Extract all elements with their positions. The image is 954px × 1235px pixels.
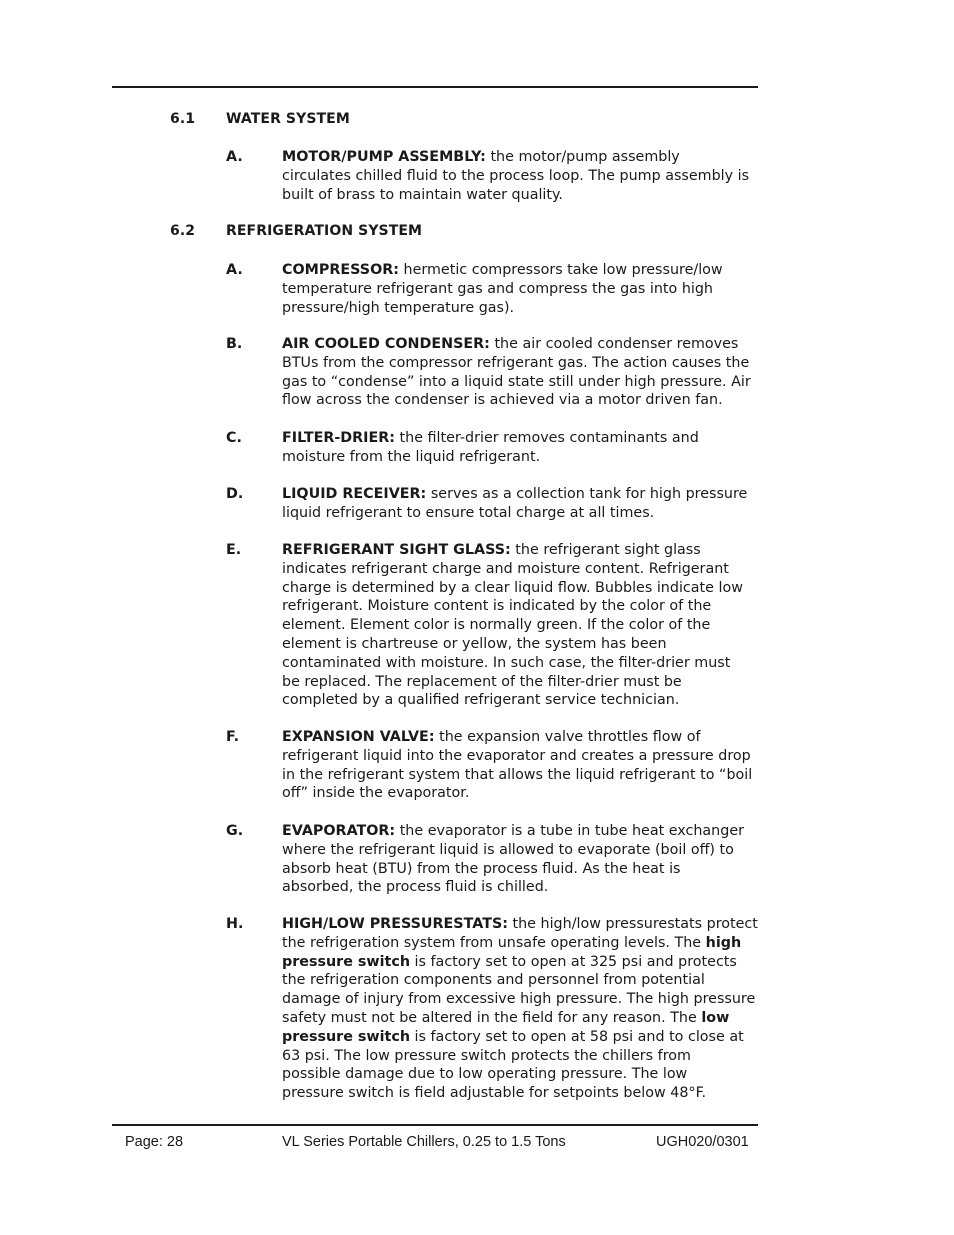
item-line [282, 148, 742, 167]
item-line [282, 971, 742, 990]
header-rule [112, 86, 758, 88]
item-line [282, 728, 742, 747]
item-line [282, 822, 742, 841]
item-body [282, 728, 753, 803]
item-text: off” inside the evaporator. [282, 785, 470, 802]
item-line [282, 280, 742, 299]
item-text: the expansion valve throttles flow of [434, 729, 701, 745]
item-body [282, 822, 742, 897]
item-text: built of brass to maintain water quality. [282, 186, 563, 203]
item-line [282, 635, 742, 654]
item-term: pressure switch [282, 953, 411, 970]
item-text: serves as a collection tank for high pressure [426, 486, 748, 502]
item-text: be replaced. The replacement of the filter-drier must be [282, 673, 682, 690]
item-text: element is chartreuse or yellow, the system has been [282, 635, 667, 652]
item-line [282, 1065, 742, 1084]
item-text: indicates refrigerant charge and moisture content. Refrigerant [282, 560, 729, 577]
item-text: possible damage due to low operating pressure. The low [282, 1066, 688, 1083]
item-text: absorb heat (BTU) from the process fluid. As the heat is [282, 860, 681, 877]
item-letter: G. [226, 823, 244, 839]
item-term: REFRIGERANT SIGHT GLASS: [282, 542, 511, 558]
item-line [282, 1028, 742, 1047]
item-line [282, 299, 742, 318]
item-line [282, 673, 742, 692]
item-body [282, 915, 758, 1103]
item-text: moisture from the liquid refrigerant. [282, 448, 541, 465]
document-id: UGH020/0301 [656, 1134, 749, 1150]
item-line [282, 953, 742, 972]
item-line [282, 934, 742, 953]
item-line [282, 915, 758, 934]
item-term: AIR COOLED CONDENSER: [282, 336, 490, 352]
item-letter: D. [226, 486, 244, 502]
item-text: circulates chilled fluid to the process loop. The pump assembly is [282, 167, 750, 184]
item-text: BTUs from the compressor refrigerant gas. The action causes the [282, 354, 750, 371]
item-line [282, 784, 742, 803]
item-letter: H. [226, 916, 244, 932]
item-term: MOTOR/PUMP ASSEMBLY: [282, 149, 486, 165]
item-text: refrigerant. Moisture content is indicated by the color of the [282, 598, 712, 615]
footer-title: VL Series Portable Chillers, 0.25 to 1.5 Tons [282, 1134, 566, 1150]
item-line [282, 429, 742, 448]
item-line [282, 747, 751, 766]
item-text: safety must not be altered in the field for any reason. The [282, 1009, 702, 1026]
item-term: low [701, 1009, 730, 1026]
item-line [282, 691, 742, 710]
item-body [282, 429, 742, 467]
item-line [282, 597, 742, 616]
item-line [282, 261, 742, 280]
item-text: damage of injury from excessive high pressure. The high pressure [282, 991, 756, 1008]
item-line [282, 654, 742, 673]
item-term: pressure switch [282, 1028, 411, 1045]
section-title: REFRIGERATION SYSTEM [226, 223, 423, 239]
item-text: absorbed, the process fluid is chilled. [282, 879, 549, 896]
item-line [282, 860, 742, 879]
item-line [282, 990, 756, 1009]
item-text: pressure switch is field adjustable for setpoints below 48°F. [282, 1085, 707, 1102]
item-line [282, 541, 742, 560]
item-line [282, 186, 742, 205]
item-text: charge is determined by a clear liquid flow. Bubbles indicate low [282, 579, 743, 596]
section-number: 6.1 [170, 111, 196, 127]
item-line [282, 1047, 742, 1066]
item-letter: A. [226, 262, 243, 278]
item-text: refrigerant liquid into the evaporator and creates a pressure drop [282, 747, 751, 764]
item-text: is factory set to open at 58 psi and to close at [410, 1028, 744, 1045]
item-letter: C. [226, 430, 242, 446]
item-text: completed by a qualified refrigerant service technician. [282, 692, 680, 709]
item-line [282, 766, 753, 785]
item-letter: F. [226, 729, 240, 745]
item-text: the evaporator is a tube in tube heat exchanger [395, 823, 744, 839]
item-line [282, 1084, 742, 1103]
item-line [282, 878, 742, 897]
item-text: the refrigeration system from unsafe operating levels. The [282, 934, 706, 951]
item-body [282, 485, 748, 523]
item-line [282, 448, 742, 467]
item-line [282, 579, 742, 598]
item-term: LIQUID RECEIVER: [282, 486, 427, 502]
item-text: in the refrigerant system that allows the liquid refrigerant to “boil [282, 766, 753, 783]
item-text: the refrigerant sight glass [510, 542, 701, 558]
item-text: the filter-drier removes contaminants and [394, 430, 699, 446]
item-line [282, 167, 750, 186]
item-text: is factory set to open at 325 psi and protects [410, 953, 737, 970]
item-text: contaminated with moisture. In such case, the filter-drier must [282, 654, 731, 671]
item-text: the air cooled condenser removes [489, 336, 739, 352]
item-body [282, 335, 751, 410]
item-term: HIGH/LOW PRESSURESTATS: [282, 916, 508, 932]
section-title: WATER SYSTEM [226, 111, 350, 127]
footer-rule [112, 1124, 758, 1126]
item-term: high [705, 934, 742, 951]
item-body [282, 148, 750, 204]
page-number: Page: 28 [125, 1134, 184, 1150]
section-number: 6.2 [170, 223, 196, 239]
item-term: COMPRESSOR: [282, 262, 399, 278]
item-line [282, 373, 751, 392]
item-text: where the refrigerant liquid is allowed to evaporate (boil off) to [282, 841, 734, 858]
item-text: the motor/pump assembly [485, 149, 680, 165]
item-line [282, 841, 742, 860]
item-line [282, 354, 750, 373]
item-term: EXPANSION VALVE: [282, 729, 435, 745]
item-line [282, 504, 742, 523]
item-letter: E. [226, 542, 242, 558]
item-line [282, 485, 748, 504]
item-line [282, 391, 742, 410]
item-term: FILTER-DRIER: [282, 430, 395, 446]
item-text: the refrigeration components and personnel from potential [282, 972, 705, 989]
item-text: hermetic compressors take low pressure/low [398, 262, 723, 278]
item-text: 63 psi. The low pressure switch protects the chillers from [282, 1047, 691, 1064]
item-line [282, 560, 742, 579]
item-text: element. Element color is normally green. If the color of the [282, 617, 711, 634]
item-text: gas to “condense” into a liquid state still under high pressure. Air [282, 373, 751, 390]
item-body [282, 261, 742, 317]
item-text: temperature refrigerant gas and compress the gas into high [282, 280, 713, 297]
item-line [282, 1009, 742, 1028]
item-term: EVAPORATOR: [282, 823, 396, 839]
item-line [282, 335, 742, 354]
item-text: flow across the condenser is achieved via a motor driven fan. [282, 392, 723, 409]
item-letter: A. [226, 149, 243, 165]
item-letter: B. [226, 336, 243, 352]
item-text: pressure/high temperature gas). [282, 299, 515, 316]
item-body [282, 541, 742, 710]
item-text: liquid refrigerant to ensure total charge at all times. [282, 504, 655, 521]
item-text: the high/low pressurestats protect [507, 916, 758, 932]
item-line [282, 616, 742, 635]
